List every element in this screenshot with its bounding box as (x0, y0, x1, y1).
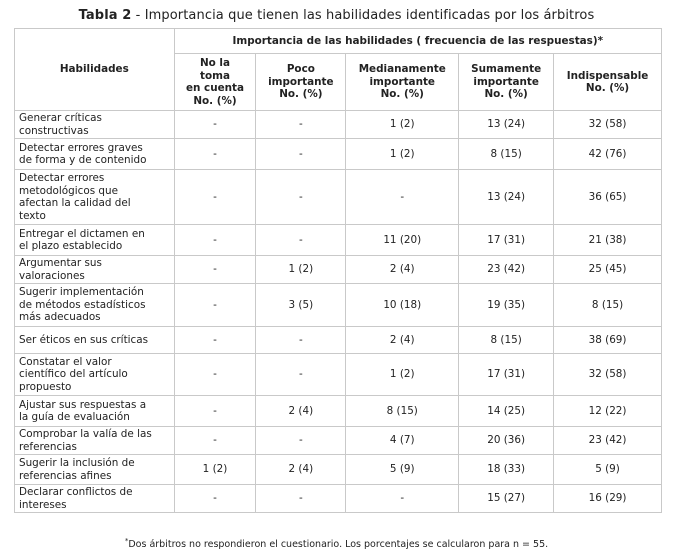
cell-value: 36 (65) (554, 170, 662, 225)
column-header-line: importante (473, 75, 539, 88)
skill-name-line: referencias afines (19, 469, 112, 482)
column-header-line: importante (268, 75, 334, 88)
caption-separator: - (131, 8, 145, 23)
cell-value: - (256, 427, 346, 455)
cell-value: 25 (45) (554, 256, 662, 284)
cell-value: 5 (9) (554, 455, 662, 485)
table-row (15, 256, 662, 284)
cell-value: 2 (4) (256, 396, 346, 427)
skill-name (15, 327, 175, 354)
cell-value: 8 (15) (459, 139, 554, 170)
column-header-line: Sumamente (471, 63, 542, 76)
cell-value: - (174, 427, 256, 455)
table-row (15, 111, 662, 139)
skill-name (15, 256, 175, 284)
table-row (15, 455, 662, 485)
cell-value: 18 (33) (459, 455, 554, 485)
cell-value: 4 (7) (346, 427, 459, 455)
column-header (459, 54, 554, 111)
skill-name-line: más adecuados (19, 311, 101, 324)
column-header-line: Indispensable (566, 69, 649, 82)
cell-value: 3 (5) (256, 284, 346, 327)
skill-name (15, 284, 175, 327)
skill-name-line: la guía de evaluación (19, 411, 130, 423)
cell-value: - (174, 396, 256, 427)
skill-name-line: Sugerir la inclusión de (19, 457, 135, 469)
column-header-line: No. (%) (484, 88, 528, 101)
cell-value: - (174, 225, 256, 256)
cell-value: - (174, 256, 256, 284)
skill-name-line: Comprobar la valía de las (19, 428, 152, 440)
cell-value: - (174, 139, 256, 170)
table-row (15, 327, 662, 354)
table-row (15, 396, 662, 427)
skill-name-line: metodológicos que (19, 184, 118, 197)
cell-value: 1 (2) (346, 139, 459, 170)
footnote-mark: * (124, 537, 129, 545)
table-row (15, 354, 662, 396)
table-caption (0, 8, 673, 23)
skill-name-line: Constatar el valor (19, 355, 112, 368)
cell-value: 1 (2) (174, 455, 256, 485)
table-row (15, 485, 662, 513)
skill-name (15, 485, 175, 513)
skill-name-line: afectan la calidad del (19, 197, 131, 209)
skill-name-line: Detectar errores (19, 172, 105, 184)
table-row (15, 427, 662, 455)
cell-value: - (346, 485, 459, 513)
cell-value: - (256, 485, 346, 513)
skill-name (15, 170, 175, 225)
skill-name-line: Entregar el dictamen en (19, 227, 145, 240)
skill-name (15, 139, 175, 170)
skill-name (15, 396, 175, 427)
column-header-line: No. (%) (279, 88, 323, 101)
skill-name (15, 354, 175, 396)
cell-value: 23 (42) (459, 256, 554, 284)
column-header-line: importante (369, 75, 435, 88)
table-label: Tabla 2 (78, 8, 132, 23)
skill-name-line: referencias (19, 440, 77, 453)
column-header-line: No. (%) (585, 82, 630, 94)
skill-name-line: valoraciones (19, 269, 85, 282)
skill-name-line: de métodos estadísticos (19, 298, 146, 311)
footnote (0, 537, 673, 550)
cell-value: 14 (25) (459, 396, 554, 427)
cell-value: 2 (4) (256, 455, 346, 485)
cell-value: 10 (18) (346, 284, 459, 327)
cell-value: 1 (2) (346, 354, 459, 396)
cell-value: 16 (29) (554, 485, 662, 513)
skill-name-line: intereses (19, 498, 67, 511)
column-header-line: Poco (286, 63, 315, 76)
cell-value: - (174, 284, 256, 327)
cell-value: - (174, 485, 256, 513)
skill-name-line: Argumentar sus (19, 257, 102, 269)
table-row (15, 139, 662, 170)
cell-value: 15 (27) (459, 485, 554, 513)
cell-value: 1 (2) (256, 256, 346, 284)
column-header-line: No. (%) (193, 94, 237, 107)
skill-name (15, 455, 175, 485)
column-header-line: Medianamente (358, 63, 446, 76)
cell-value: 17 (31) (459, 225, 554, 256)
cell-value: - (256, 327, 346, 354)
cell-value: 21 (38) (554, 225, 662, 256)
column-header (554, 54, 662, 111)
column-header-line: toma (200, 69, 230, 82)
cell-value: 8 (15) (459, 327, 554, 354)
column-header (346, 54, 459, 111)
cell-value: 1 (2) (346, 111, 459, 139)
cell-value: 19 (35) (459, 284, 554, 327)
column-header (256, 54, 346, 111)
skill-name-line: científico del artículo (19, 368, 128, 381)
cell-value: 8 (15) (554, 284, 662, 327)
cell-value: 38 (69) (554, 327, 662, 354)
cell-value: - (256, 139, 346, 170)
cell-value: 2 (4) (346, 256, 459, 284)
skill-name-line: Ajustar sus respuestas a (19, 398, 147, 411)
cell-value: 13 (24) (459, 170, 554, 225)
cell-value: 13 (24) (459, 111, 554, 139)
cell-value: - (174, 111, 256, 139)
cell-value: 32 (58) (554, 354, 662, 396)
cell-value: 11 (20) (346, 225, 459, 256)
cell-value: 42 (76) (554, 139, 662, 170)
skill-name-line: Generar críticas (19, 112, 102, 124)
cell-value: - (256, 225, 346, 256)
column-header (174, 54, 256, 111)
cell-value: 2 (4) (346, 327, 459, 354)
column-header-line: No. (%) (380, 88, 424, 101)
cell-value: - (174, 170, 256, 225)
skill-name-line: Declarar conflictos de (19, 486, 133, 498)
cell-value: 5 (9) (346, 455, 459, 485)
cell-value: 8 (15) (346, 396, 459, 427)
skill-name (15, 225, 175, 256)
skill-name-line: Ser éticos en sus críticas (19, 333, 149, 346)
skill-name-line: propuesto (19, 380, 72, 393)
cell-value: - (174, 354, 256, 396)
caption-text: Importancia que tienen las habilidades identificadas por los árbitros (144, 8, 595, 23)
cell-value: 20 (36) (459, 427, 554, 455)
footnote-text: Dos árbitros no respondieron el cuestionario. Los porcentajes se calcularon para n = 55. (128, 539, 549, 551)
row-header: Habilidades (15, 29, 175, 111)
cell-value: - (256, 354, 346, 396)
table-row (15, 284, 662, 327)
skill-name-line: de forma y de contenido (19, 154, 147, 166)
group-header: Importancia de las habilidades ( frecuencia de las respuestas)* (174, 29, 661, 54)
cell-value: 17 (31) (459, 354, 554, 396)
column-header-line: No la (199, 57, 230, 69)
cell-value: 23 (42) (554, 427, 662, 455)
skill-name-line: texto (19, 209, 46, 222)
skill-name-line: el plazo establecido (19, 240, 123, 252)
cell-value: 32 (58) (554, 111, 662, 139)
cell-value: - (346, 170, 459, 225)
table-row (15, 170, 662, 225)
cell-value: 12 (22) (554, 396, 662, 427)
column-header-line: en cuenta (185, 82, 245, 94)
skill-name-line: constructivas (19, 124, 89, 137)
skill-name-line: Detectar errores graves (19, 141, 143, 154)
skills-table (14, 28, 662, 513)
cell-value: - (256, 170, 346, 225)
table-row (15, 225, 662, 256)
cell-value: - (174, 327, 256, 354)
cell-value: - (256, 111, 346, 139)
skill-name-line: Sugerir implementación (19, 286, 144, 299)
skill-name (15, 427, 175, 455)
skill-name (15, 111, 175, 139)
